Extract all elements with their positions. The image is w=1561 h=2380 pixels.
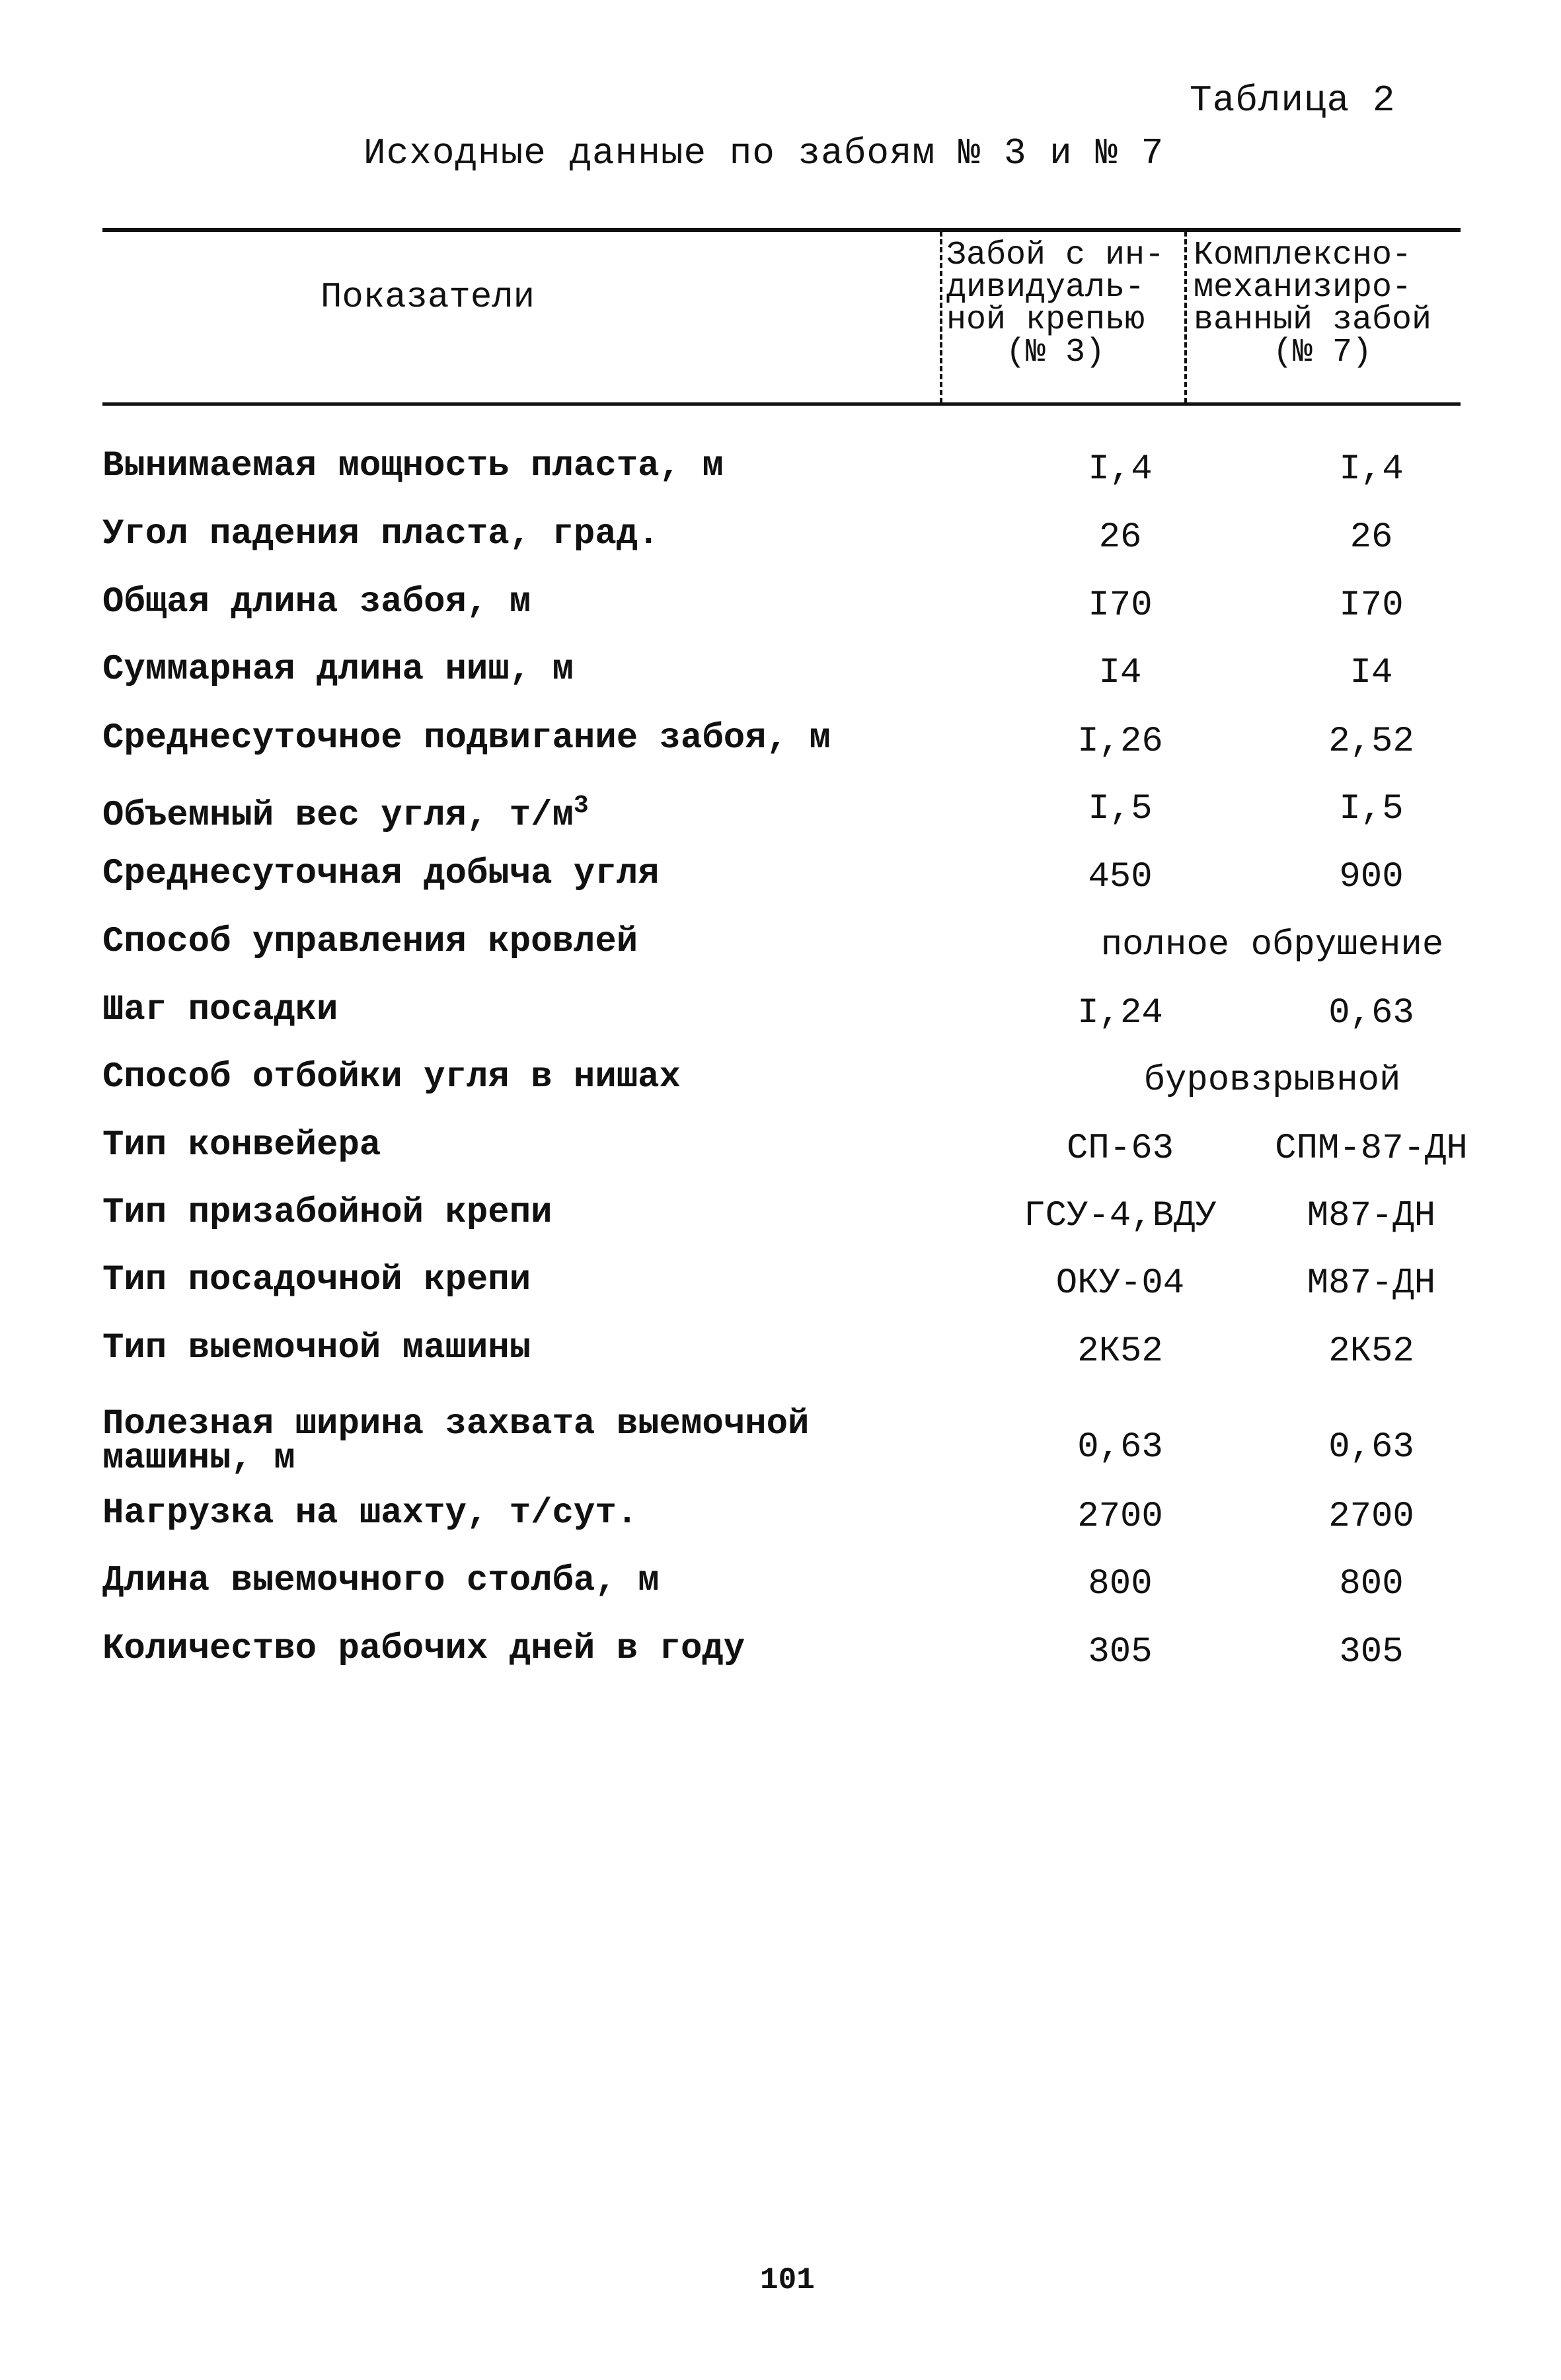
row-label: Суммарная длина ниш, м: [102, 650, 574, 690]
row-value-face-7: I,4: [1339, 449, 1404, 490]
table-row: [102, 1404, 1470, 1479]
row-value-face-7: 2К52: [1328, 1331, 1414, 1372]
row-label: Объемный вес угля, $т/м^3$: [102, 792, 589, 836]
row-value-face-3: I4: [1098, 653, 1142, 693]
row-value-face-3: 26: [1098, 517, 1142, 558]
row-label: Длина выемочного столба, м: [102, 1561, 660, 1601]
row-label: Способ управления кровлей: [102, 922, 638, 962]
table-row: [102, 650, 1470, 719]
row-label: Среднесуточное подвигание забоя, м: [102, 718, 831, 759]
row-value-face-7: 2700: [1328, 1497, 1414, 1537]
row-value-face-7: I,5: [1339, 789, 1404, 829]
row-value-face-3: ОКУ-04: [1055, 1263, 1185, 1304]
row-label: Тип посадочной крепи: [102, 1260, 531, 1300]
row-value-face-7: I70: [1339, 585, 1404, 626]
table-row: [102, 1057, 1470, 1127]
table-row: [102, 1328, 1470, 1397]
table-row: [102, 446, 1470, 515]
row-value-face-3: I,26: [1077, 722, 1163, 762]
table-row: [102, 789, 1470, 855]
row-value-face-7: СПМ-87-ДН: [1275, 1129, 1468, 1169]
row-label: Вынимаемая мощность пласта, м: [102, 446, 724, 486]
table-row: [102, 718, 1470, 788]
table-row: [102, 854, 1470, 923]
table-row: [102, 1193, 1470, 1262]
table-caption: Исходные данные по забоям № 3 и № 7: [363, 132, 1164, 174]
table-label: Таблица 2: [1190, 79, 1396, 122]
table-row: [102, 1125, 1470, 1195]
table-row: [102, 990, 1470, 1059]
row-label: Тип призабойной крепи: [102, 1193, 552, 1233]
row-label: Шаг посадки: [102, 990, 338, 1030]
page-number: 101: [760, 2263, 815, 2297]
row-label: Нагрузка на шахту, т/сут.: [102, 1493, 638, 1534]
row-value-shared: буровзрывной: [1143, 1060, 1401, 1101]
header-column-face-7: Комплексно- механизиро- ванный забой (№ 7): [1194, 237, 1432, 371]
table-row: [102, 922, 1470, 991]
row-value-face-7: 2,52: [1328, 722, 1414, 762]
column-divider: [940, 231, 942, 403]
row-value-face-7: 0,63: [1328, 1427, 1414, 1468]
row-value-face-7: 800: [1339, 1564, 1404, 1604]
row-value-face-3: I,24: [1077, 993, 1163, 1033]
table-row: [102, 1629, 1470, 1698]
table-row: [102, 1561, 1470, 1630]
table-row: [102, 582, 1470, 651]
row-value-face-7: М87-ДН: [1307, 1196, 1436, 1236]
row-value-face-3: ГСУ-4,ВДУ: [1024, 1196, 1217, 1236]
table-header-rule: [102, 402, 1461, 406]
row-value-face-3: 2700: [1077, 1497, 1163, 1537]
row-label: Способ отбойки угля в нишах: [102, 1057, 681, 1097]
row-label: Общая длина забоя, м: [102, 582, 531, 622]
row-value-face-7: 26: [1350, 517, 1393, 558]
row-value-face-3: I,5: [1088, 789, 1153, 829]
header-column-face-3: Забой с ин- дивидуаль- ной крепью (№ 3): [946, 237, 1165, 371]
row-value-face-3: СП-63: [1066, 1129, 1174, 1169]
row-value-face-7: 0,63: [1328, 993, 1414, 1033]
row-label: Тип конвейера: [102, 1125, 381, 1166]
row-value-face-7: 900: [1339, 857, 1404, 897]
row-label: Тип выемочной машины: [102, 1328, 531, 1368]
row-label: Полезная ширина захвата выемочной машины, м: [102, 1404, 810, 1479]
column-divider: [1184, 231, 1187, 403]
header-indicators: Показатели: [321, 278, 535, 318]
unit-superscript: 3: [573, 792, 589, 820]
row-label: Количество рабочих дней в году: [102, 1629, 745, 1669]
table-row: [102, 514, 1470, 583]
row-label: Среднесуточная добыча угля: [102, 854, 660, 894]
row-value-face-3: 2К52: [1077, 1331, 1163, 1372]
row-value-face-7: 305: [1339, 1632, 1404, 1672]
row-value-face-3: I70: [1088, 585, 1153, 626]
row-value-face-3: I,4: [1088, 449, 1153, 490]
row-value-face-7: М87-ДН: [1307, 1263, 1436, 1304]
table-top-rule: [102, 228, 1461, 232]
row-value-face-3: 305: [1088, 1632, 1153, 1672]
table-row: [102, 1493, 1470, 1563]
row-label: Угол падения пласта, град.: [102, 514, 660, 554]
row-value-face-7: I4: [1350, 653, 1393, 693]
row-value-face-3: 450: [1088, 857, 1153, 897]
row-value-shared: полное обрушение: [1100, 925, 1444, 965]
row-value-face-3: 800: [1088, 1564, 1153, 1604]
table-row: [102, 1260, 1470, 1329]
row-value-face-3: 0,63: [1077, 1427, 1163, 1468]
